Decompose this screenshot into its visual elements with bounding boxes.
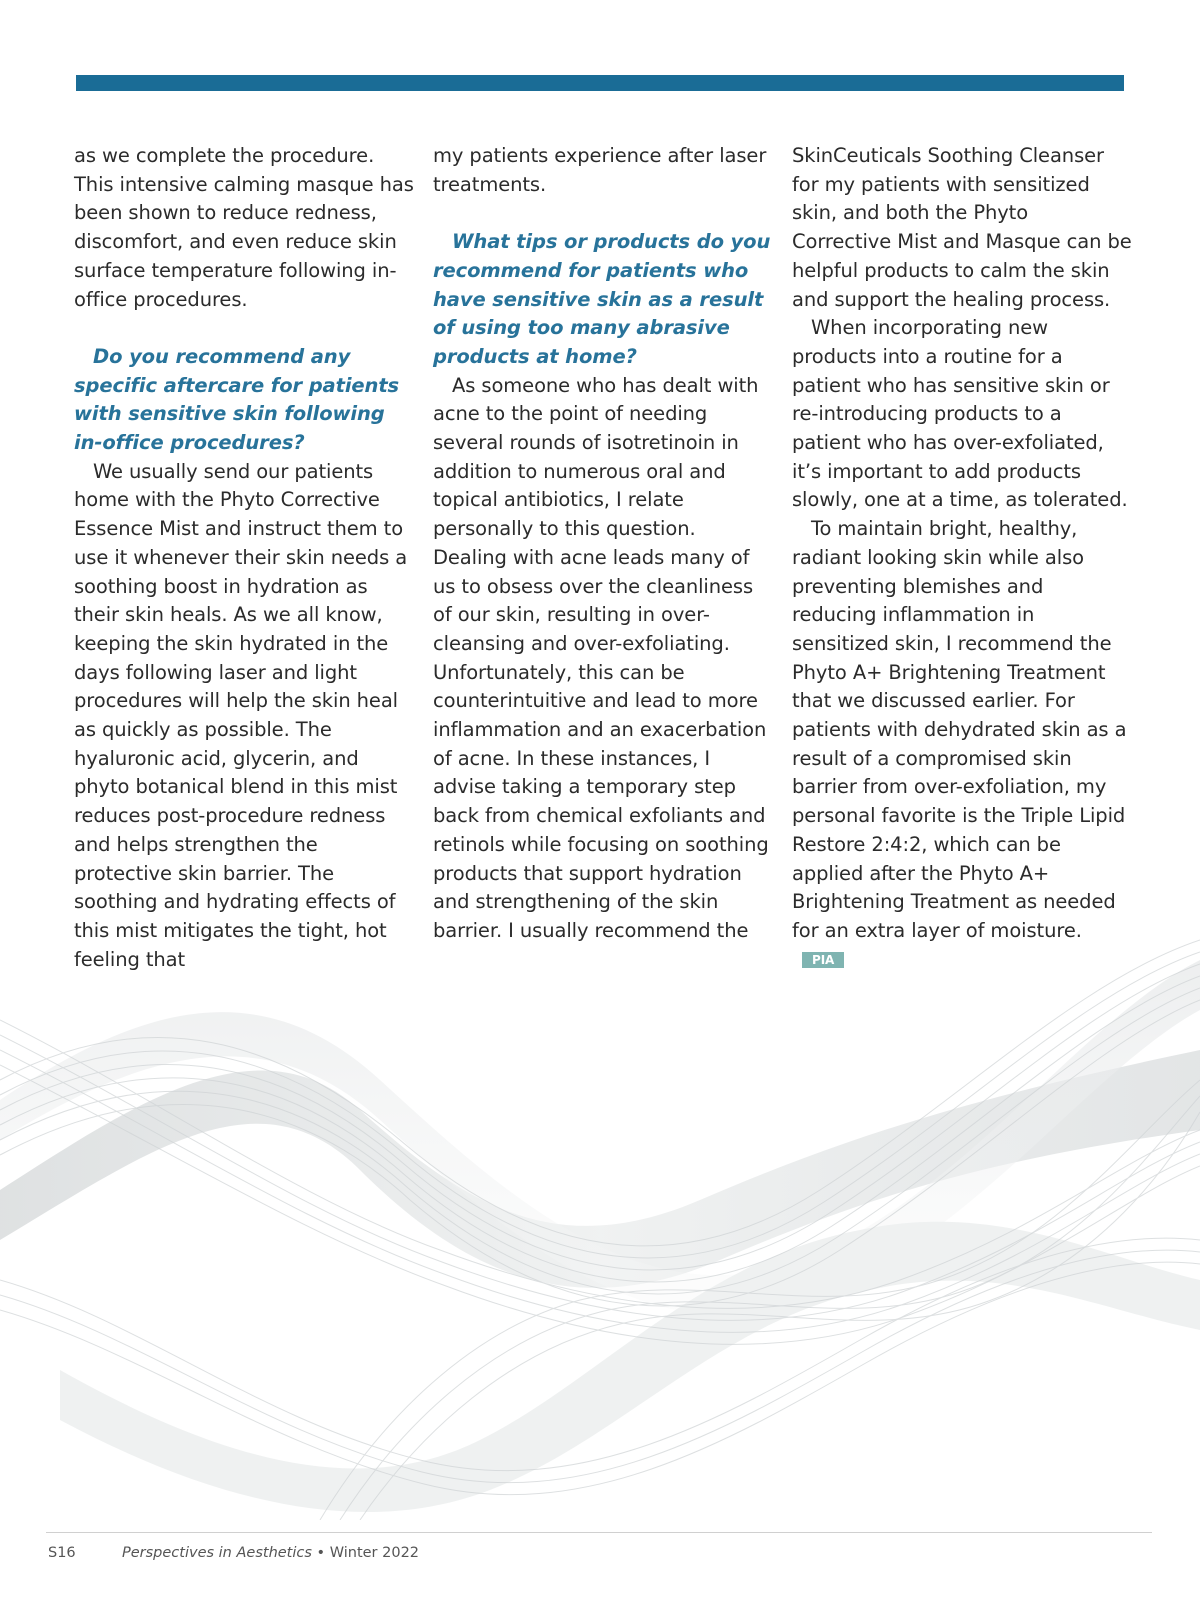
- decorative-wave-icon: [0, 900, 1200, 1520]
- body-paragraph: my patients experience after laser treatments.: [433, 144, 767, 196]
- page-number: S16: [48, 1545, 76, 1561]
- body-paragraph: We usually send our patients home with the Phyto Corrective Essence Mist and instruct them to use it whenever their skin needs a soothing boost in hydration as their skin heals. As we all know, keeping the skin hydrated in the days following laser and light procedures will help the skin heal as quickly as possible. The hyaluronic acid, glycerin, and phyto botanical blend in this mist reduces post-procedure redness and helps strengthen the protective skin barrier. The soothing and hydrating effects of this mist mitigates the tight, hot feeling that: [74, 459, 408, 971]
- body-paragraph: As someone who has dealt with acne to the point of needing several rounds of isotretinoin in addition to numerous oral and topical antibiotics, I relate personally to this question. Dealing with acne leads many of us to obsess over the cleanliness of our skin, resulting in over-cleansing and over-exfoliating. Unfortunately, this can be counterintuitive and lead to more inflammation and an exacerbation of acne. In these instances, I advise taking a temporary step back from chemical exfoliants and retinols while focusing on soothing products that support hydration and strengthening of the skin barrier. I usually recommend the: [433, 373, 769, 942]
- body-paragraph-text: To maintain bright, healthy, radiant looking skin while also preventing blemishes and reducing inflammation in sensitized skin, I recommend the Phyto A+ Brightening Treatment that we discussed earlier. For patients with dehydrated skin as a result of a compromised skin barrier from over-exfoliation, my personal favorite is the Triple Lipid Restore 2:4:2, which can be applied after the Phyto A+ Brightening Treatment as needed for an extra layer of moisture.: [792, 517, 1127, 942]
- footer-separator: •: [311, 1545, 330, 1561]
- article-column-3: [792, 142, 1132, 974]
- publication-title: Perspectives in Aesthetics: [122, 1545, 312, 1561]
- body-paragraph: as we complete the procedure. This intensive calming masque has been shown to reduce redness, discomfort, and even reduce skin surface temperature following in-office procedures.: [74, 144, 414, 311]
- footer-divider: [46, 1532, 1152, 1533]
- header-accent-bar: [76, 75, 1124, 91]
- interview-question: Do you recommend any specific aftercare for patients with sensitive skin following in-office procedures?: [74, 344, 400, 455]
- issue-date: Winter 2022: [329, 1545, 420, 1561]
- article-column-1: [74, 142, 414, 974]
- article-column-2: [433, 142, 773, 946]
- end-of-article-badge: PIA: [802, 952, 844, 968]
- body-paragraph: SkinCeuticals Soothing Cleanser for my patients with sensitized skin, and both the Phyto Corrective Mist and Masque can be helpful products to calm the skin and support the healing process.: [792, 144, 1132, 311]
- interview-question: What tips or products do you recommend for patients who have sensitive skin as a result of using too many abrasive products at home?: [433, 230, 771, 368]
- body-paragraph: When incorporating new products into a routine for a patient who has sensitive skin or re-introducing products to a patient who has over-exfoliated, it’s important to add products slowly, one at a time, as tolerated.: [792, 316, 1128, 512]
- footer-publication-info: [122, 1545, 419, 1561]
